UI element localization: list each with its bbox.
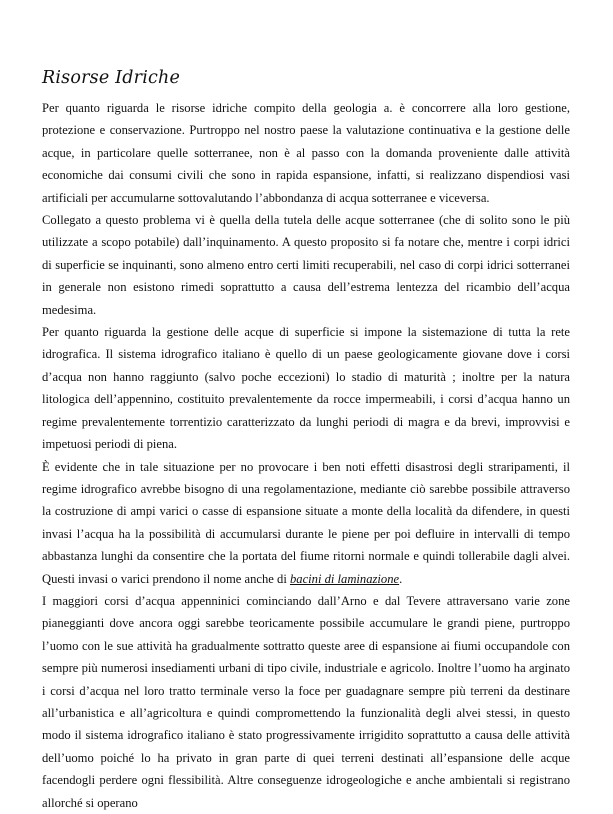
paragraph-groundwater-protection: Collegato a questo problema vi è quella della tutela delle acque sotterranee (che di solito sono le più utilizzate a scopo potabile) dall’inquinamento. A questo proposito si fa notare che, mentre i corpi idrici di superficie se inquinanti, sono almeno entro certi limiti recuperabili, nel caso di corpi idrici sotterranei in generale non esistono rimedi soprattutto a causa dell’estrema lentezza del ricambio dell’acqua medesima. bbox=[42, 213, 570, 317]
bacini-di-laminazione-link[interactable]: bacini di laminazione bbox=[289, 571, 400, 586]
document-body bbox=[42, 97, 570, 814]
paragraph-flood-regulation bbox=[42, 456, 570, 590]
paragraph-surface-water-management: Per quanto riguarda la gestione delle acque di superficie si impone la sistemazione di tutta la rete idrografica. Il sistema idrografico italiano è quello di un paese geologicamente giovane dove i corsi d’acqua non hanno raggiunto (salvo poche eccezioni) lo stadio di maturità ; inoltre per la natura litologica dell’appennino, costituito prevalentemente da rocce impermeabili, i corsi d’acqua hanno un regime prevalentemente torrentizio caratterizzato da lunghi periodi di magra e da brevi, improvvisi e impetuosi periodi di piena. bbox=[42, 325, 570, 452]
paragraph-apennine-rivers: I maggiori corsi d’acqua appenninici cominciando dall’Arno e dal Tevere attraversano varie zone pianeggianti dove ancora oggi sarebbe teoricamente possibile accumulare le grandi piene, purtroppo l’uomo con le sue attività ha gradualmente sottratto queste aree di espansione ai fiumi occupandole con sempre più numerosi insediamenti urbani di tipo civile, industriale e agricolo. Inoltre l’uomo ha arginato i corsi d’acqua nel loro tratto terminale verso la foce per guadagnare sempre più terreni da destinare all’urbanistica e all’agricoltura e quindi compromettendo la funzionalità degli alvei stessi, in questo modo il sistema idrografico italiano è stato progressivamente irrigidito soprattutto a causa delle attività dell’uomo poiché lo ha privato in gran parte di quei terreni destinati all’espansione delle acque facendogli perdere ogni flessibilità. Altre conseguenze idrogeologiche e anche ambientali si registrano allorché si operano bbox=[42, 593, 570, 810]
document-title: Risorse Idriche bbox=[42, 68, 181, 88]
paragraph-flood-regulation-end: . bbox=[399, 571, 403, 586]
paragraph-water-resources-management: Per quanto riguarda le risorse idriche compito della geologia a. è concorrere alla loro gestione, protezione e conservazione. Purtroppo nel nostro paese la valutazione continuativa e la gestione delle acque, in particolare quelle sotterranee, non è al passo con la domanda proveniente dalle attività economiche dai consumi civili che sono in rapida espansione, infatti, si realizzano dispendiosi vasi artificiali per accumularne sottovalutando l’abbondanza di acqua sotterranee e viceversa. bbox=[42, 101, 570, 205]
paragraph-flood-regulation-text: È evidente che in tale situazione per no provocare i ben noti effetti disastrosi degli straripamenti, il regime idrografico avrebbe bisogno di una regolamentazione, mediante ciò sarebbe possibile attraverso la costruzione di ampi varici o casse di espansione situate a monte della località da difendere, in questi invasi l’acqua ha la possibilità di accumularsi durante le piene per poi defluire in intervalli di tempo abbastanza lunghi da consentire che la portata del fiume ritorni normale e quindi tollerabile dagli alvei. Questi invasi o varici prendono il nome anche di bbox=[42, 459, 570, 586]
